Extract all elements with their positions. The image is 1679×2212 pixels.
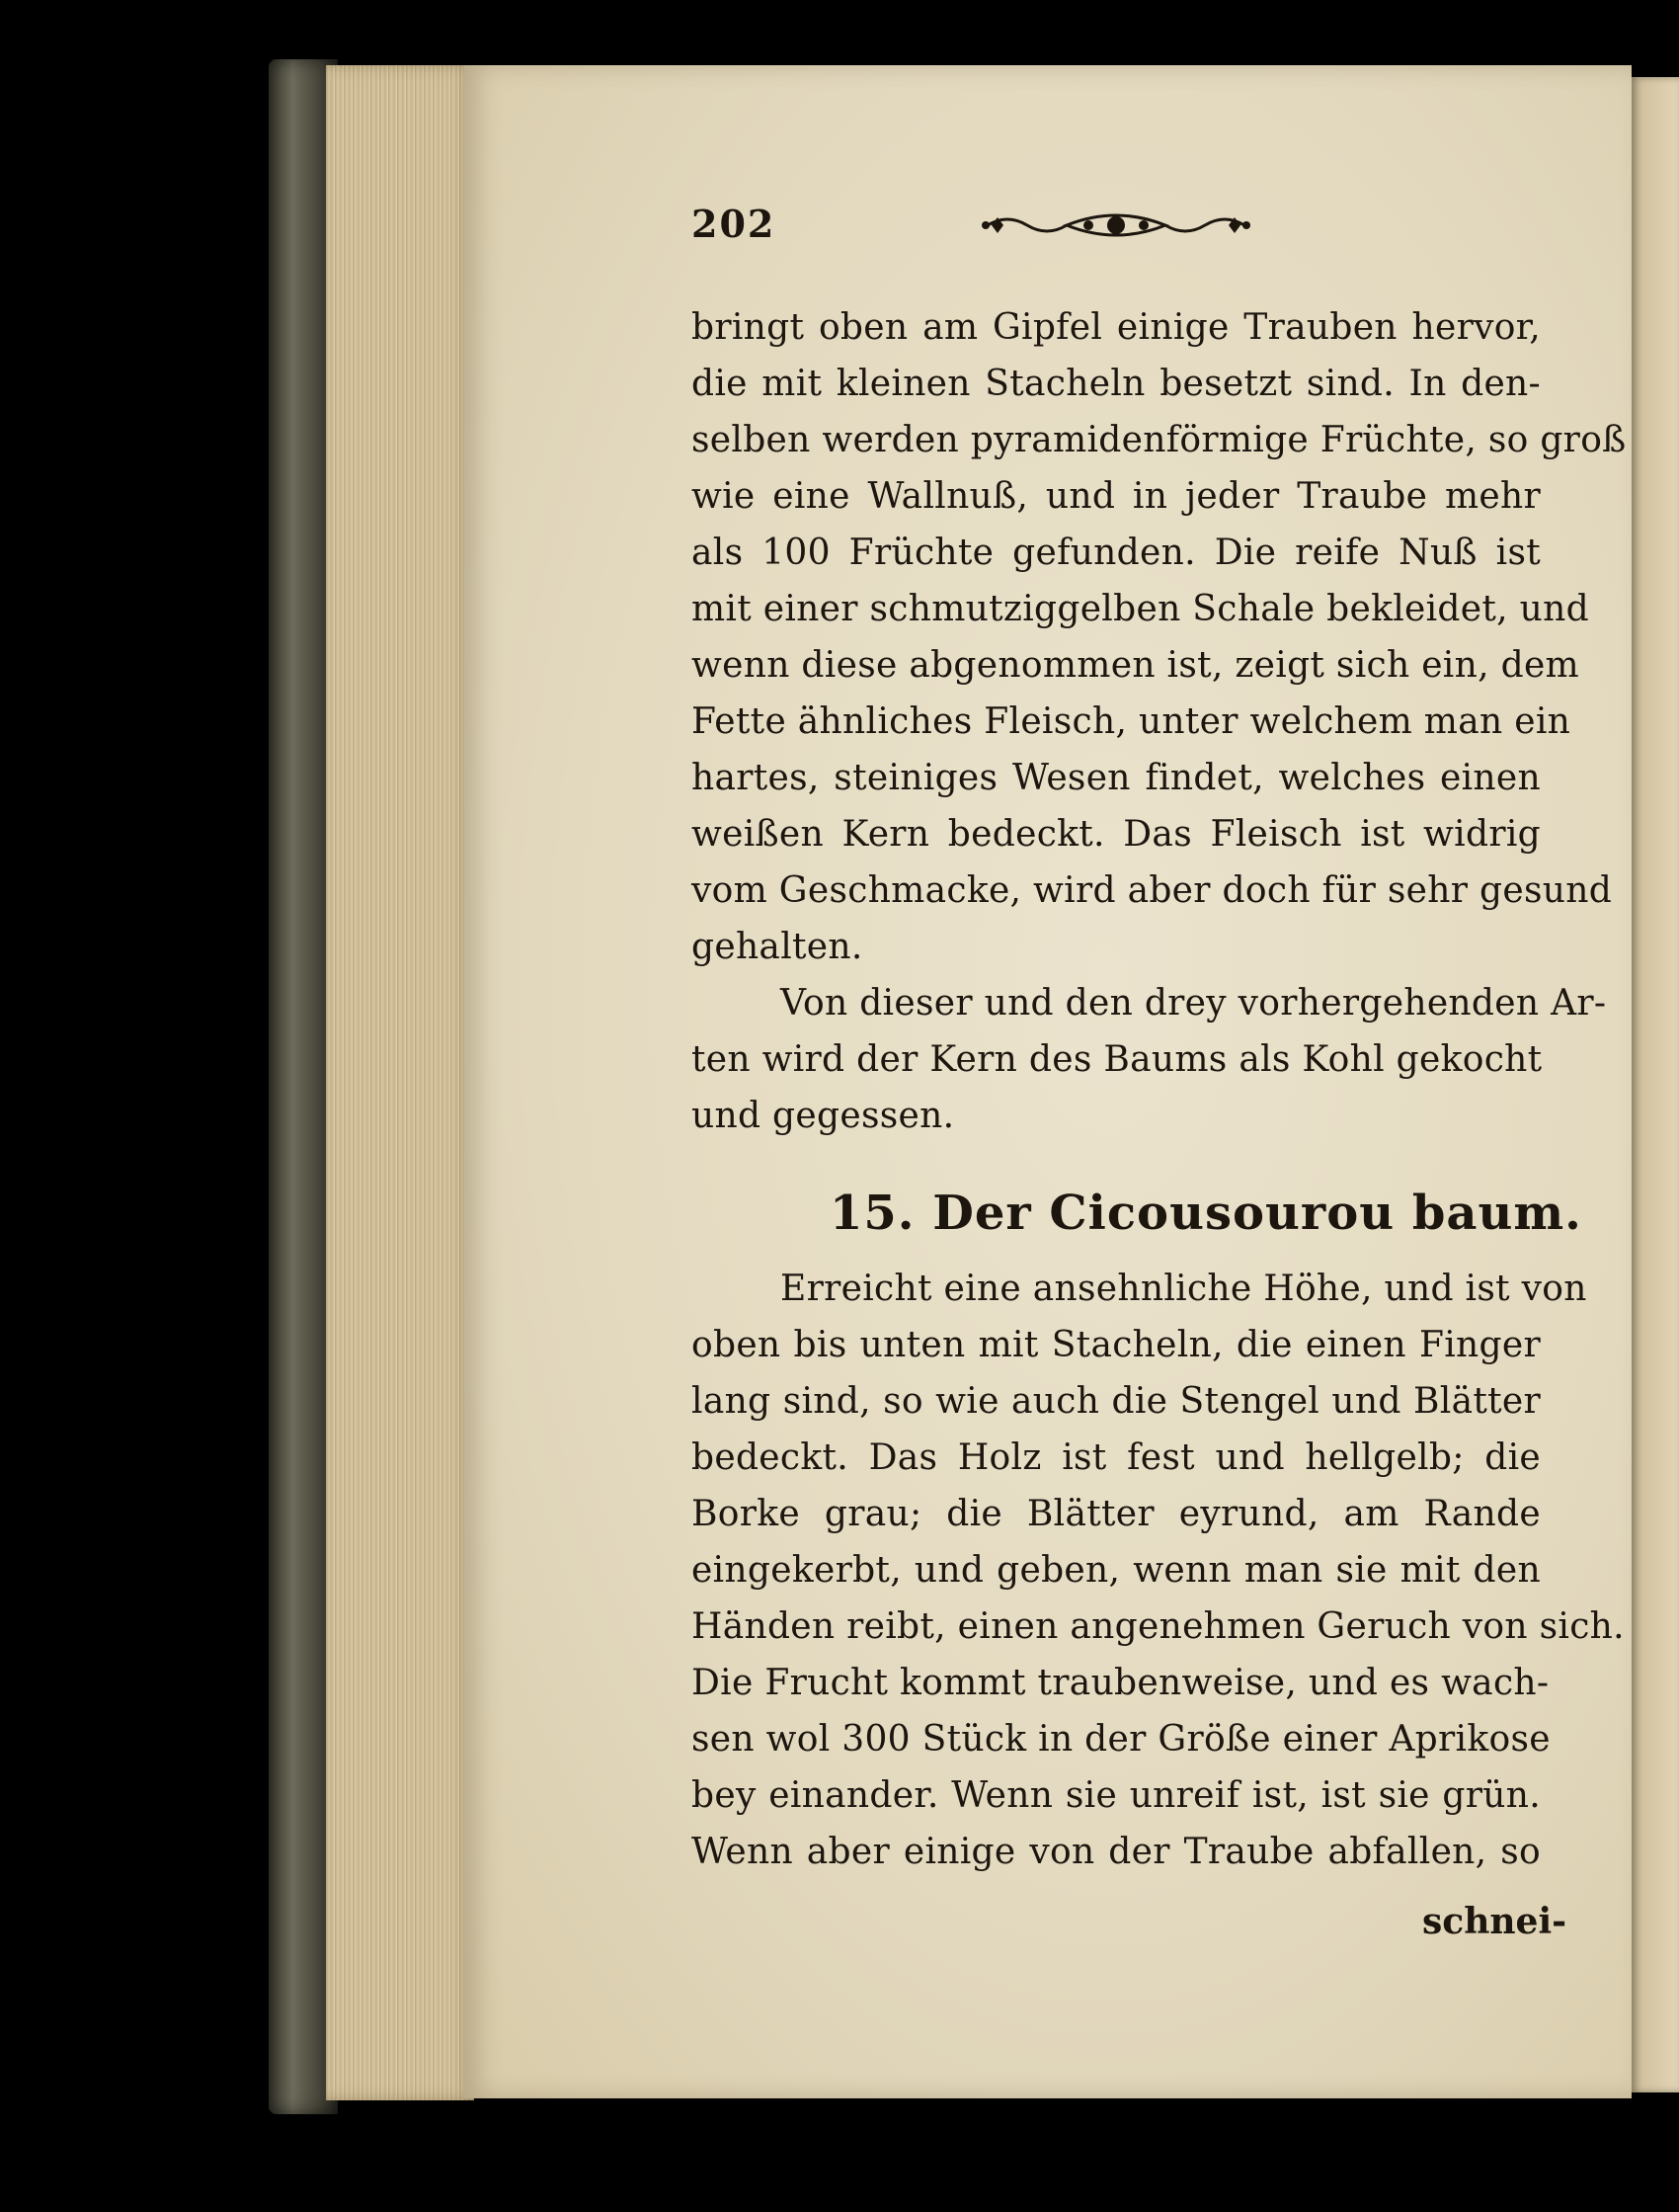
section-heading: 15. Der Cicousourou baum. [830,1186,1582,1241]
text-line: gehalten. [691,927,863,967]
show-through-text [681,1093,691,1130]
page-number: 202 [691,202,776,246]
text-line: hartes, steiniges Wesen findet, welches einen [691,758,1541,798]
text-line: lang sind, so wie auch die Stengel und Blätter [691,1381,1541,1422]
text-line: bedeckt. Das Holz ist fest und hellgelb; die [691,1437,1541,1478]
text-line: ten wird der Kern des Baums als Kohl gekocht [691,1039,1543,1080]
text-line: eingekerbt, und geben, wenn man sie mit den [691,1550,1541,1591]
text-line: weißen Kern bedeckt. Das Fleisch ist widrig [691,814,1541,855]
text-line: selben werden pyramidenförmige Früchte, so groß [691,420,1627,460]
text-line: als 100 Früchte gefunden. Die reife Nuß ist [691,533,1541,573]
text-line: Fette ähnliches Fleisch, unter welchem man ein [691,701,1571,742]
catchword: schnei- [1422,1901,1567,1942]
text-line: wie eine Wallnuß, und in jeder Traube mehr [691,476,1541,517]
text-line: Händen reibt, einen angenehmen Geruch von sich. [691,1606,1625,1647]
text-line: die mit kleinen Stacheln besetzt sind. In den- [691,364,1541,404]
text-line: wenn diese abgenommen ist, zeigt sich ein, dem [691,645,1579,686]
text-line: Wenn aber einige von der Traube abfallen, so [691,1832,1541,1872]
text-line: Erreicht eine ansehnliche Höhe, und ist von [780,1269,1587,1309]
text-line: Von dieser und den drey vorhergehenden Ar- [780,983,1607,1024]
page-block-edges [326,65,474,2100]
text-line: vom Geschmacke, wird aber doch für sehr gesund [691,870,1613,911]
text-line: Borke grau; die Blätter eyrund, am Rande [691,1494,1541,1534]
running-header [691,198,1541,257]
decorative-ornament-icon [978,205,1254,245]
text-line: sen wol 300 Stück in der Größe einer Aprikose [691,1719,1551,1760]
text-line: oben bis unten mit Stacheln, die einen Finger [691,1325,1541,1365]
text-line: mit einer schmutziggelben Schale bekleidet, und [691,589,1589,629]
text-line: Die Frucht kommt traubenweise, und es wach- [691,1663,1550,1703]
text-line: und gegessen. [691,1096,955,1136]
text-line: bringt oben am Gipfel einige Trauben hervor, [691,307,1541,348]
text-line: bey einander. Wenn sie unreif ist, ist sie grün. [691,1775,1541,1816]
facing-page-edge [1632,77,1679,2092]
